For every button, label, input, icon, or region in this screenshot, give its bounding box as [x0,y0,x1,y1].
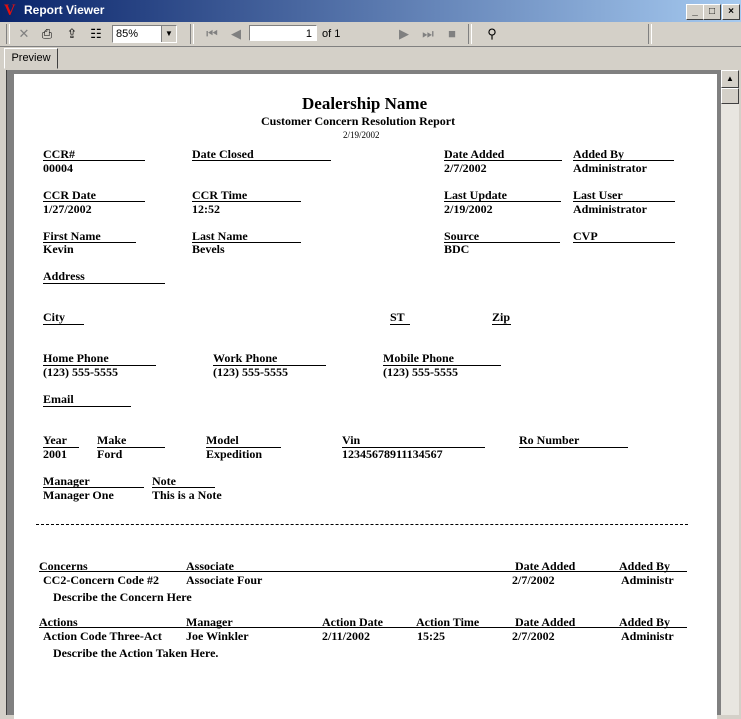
actions-header: Actions [39,615,78,629]
action-time-value: 15:25 [417,629,445,643]
zoom-value: 85% [116,28,139,40]
home-phone-value: (123) 555-5555 [43,365,118,379]
date-added-label: Date Added [444,147,505,161]
last-update-label: Last Update [444,188,508,202]
search-binoculars-icon[interactable]: ⚲ [487,26,497,41]
section-divider [36,524,688,525]
zoom-select[interactable] [112,25,177,43]
action-description: Describe the Action Taken Here. [53,646,219,660]
underline [573,242,675,243]
toolbar-separator [648,24,652,44]
year-label: Year [43,433,67,447]
last-update-value: 2/19/2002 [444,202,493,216]
report-title: Dealership Name [302,94,428,113]
tree-view-icon[interactable]: ☷ [90,26,102,41]
action-added-by-header: Added By [619,615,671,629]
zip-label: Zip [492,310,511,324]
stop-icon[interactable]: ■ [448,26,456,41]
underline [519,447,628,448]
action-date-added-value: 2/7/2002 [512,629,555,643]
page-number-input[interactable]: 1 [249,25,317,41]
ccr-number-value: 00004 [43,161,73,175]
underline [192,160,331,161]
minimize-button[interactable]: _ [686,4,704,20]
action-added-by-value: Administr [621,629,674,643]
underline [492,324,511,325]
date-closed-label: Date Closed [192,147,254,161]
concern-added-by-value: Administr [621,573,674,587]
manager-label: Manager [43,474,90,488]
make-value: Ford [97,447,123,461]
tab-preview[interactable]: Preview [4,48,58,69]
action-manager-header: Manager [186,615,233,629]
city-label: City [43,310,65,324]
concerns-header: Concerns [39,559,88,573]
added-by-value: Administrator [573,161,647,175]
make-label: Make [97,433,127,447]
source-label: Source [444,229,480,243]
underline [43,283,165,284]
close-button[interactable]: × [722,4,740,20]
vin-label: Vin [342,433,361,447]
underline [43,406,131,407]
action-manager-value: Joe Winkler [186,629,249,643]
year-value: 2001 [43,447,67,461]
vin-value: 12345678911134567 [342,447,443,461]
last-user-value: Administrator [573,202,647,216]
first-name-value: Kevin [43,242,74,256]
added-by-label: Added By [573,147,625,161]
first-name-label: First Name [43,229,101,243]
action-date-added-header: Date Added [515,615,576,629]
mobile-phone-label: Mobile Phone [383,351,454,365]
last-page-icon[interactable]: ⏭ [422,26,434,41]
chevron-down-icon[interactable]: ▼ [161,26,176,42]
print-icon[interactable]: ⎙ [41,26,53,41]
action-time-header: Action Time [416,615,480,629]
scroll-up-icon[interactable]: ▲ [721,70,739,88]
scrollbar-thumb[interactable] [721,88,739,104]
toolbar-separator [6,24,10,44]
date-added-value: 2/7/2002 [444,161,487,175]
title-bar [0,0,741,22]
mobile-phone-value: (123) 555-5555 [383,365,458,379]
email-label: Email [43,392,74,406]
concern-date-added-value: 2/7/2002 [512,573,555,587]
ccr-date-label: CCR Date [43,188,96,202]
vertical-scrollbar[interactable] [721,70,739,715]
work-phone-label: Work Phone [213,351,278,365]
cvp-label: CVP [573,229,598,243]
report-viewport [6,70,722,715]
underline [43,324,84,325]
last-user-label: Last User [573,188,623,202]
note-label: Note [152,474,176,488]
report-date: 2/19/2002 [343,130,380,140]
concern-associate-value: Associate Four [186,573,263,587]
next-page-icon[interactable]: ▶ [399,26,409,41]
note-value: This is a Note [152,488,222,502]
ccr-time-value: 12:52 [192,202,220,216]
toolbar [0,22,741,47]
toolbar-separator [468,24,472,44]
ccr-date-value: 1/27/2002 [43,202,92,216]
underline [390,324,410,325]
concern-added-by-header: Added By [619,559,671,573]
action-code-value: Action Code Three-Act [43,629,162,643]
export-icon[interactable]: ⇪ [66,26,78,41]
concern-date-added-header: Date Added [515,559,576,573]
toolbar-separator [190,24,194,44]
previous-page-icon[interactable]: ◀ [231,26,241,41]
ro-number-label: Ro Number [519,433,580,447]
window-title: Report Viewer [24,3,105,17]
home-phone-label: Home Phone [43,351,109,365]
action-date-value: 2/11/2002 [322,629,371,643]
associate-header: Associate [186,559,234,573]
tab-strip [0,47,741,69]
model-label: Model [206,433,239,447]
report-subtitle: Customer Concern Resolution Report [261,114,456,128]
underline [39,627,687,628]
app-logo-icon: V [4,2,16,19]
last-name-label: Last Name [192,229,248,243]
page-count-label: of 1 [322,28,341,40]
concern-description: Describe the Concern Here [53,590,192,604]
first-page-icon[interactable]: ⏮ [206,26,218,41]
ccr-number-label: CCR# [43,147,75,161]
work-phone-value: (123) 555-5555 [213,365,288,379]
manager-value: Manager One [43,488,114,502]
underline [39,571,687,572]
concern-code-value: CC2-Concern Code #2 [43,573,159,587]
source-value: BDC [444,242,470,256]
address-label: Address [43,269,85,283]
state-label: ST [390,310,405,324]
last-name-value: Bevels [192,242,225,256]
report-page [14,74,717,719]
model-value: Expedition [206,447,263,461]
ccr-time-label: CCR Time [192,188,248,202]
cancel-icon[interactable]: ✕ [18,26,30,41]
maximize-button[interactable]: □ [703,4,721,20]
action-date-header: Action Date [322,615,383,629]
